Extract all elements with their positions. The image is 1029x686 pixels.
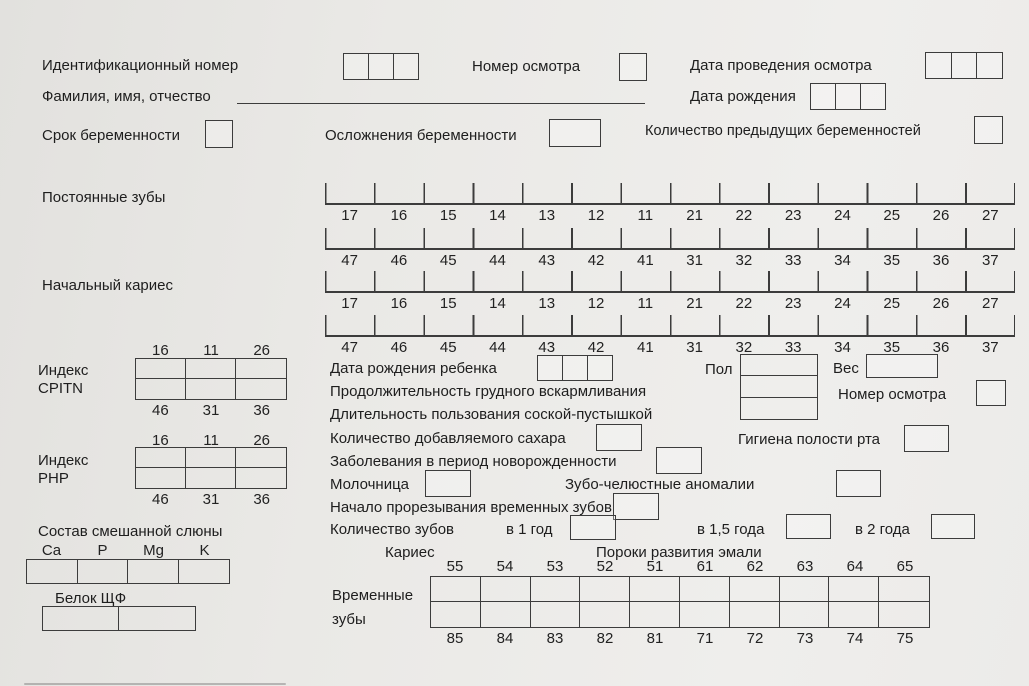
pregnancy-complications-label: Осложнения беременности xyxy=(325,127,517,144)
cpitn-grid xyxy=(135,358,287,400)
dental-anomalies-label: Зубо-челюстные аномалии xyxy=(565,476,755,493)
child-birth-date-cell[interactable] xyxy=(563,356,588,380)
permanent-teeth-label: Постоянные зубы xyxy=(42,189,166,206)
temp-tooth-cell[interactable] xyxy=(680,577,730,602)
temp-tooth-cell[interactable] xyxy=(630,602,680,627)
temp-tooth-cell[interactable] xyxy=(431,602,481,627)
cpitn-cell[interactable] xyxy=(186,359,236,379)
tooth-number: 46 xyxy=(151,491,169,508)
tooth-number: 22 xyxy=(735,295,753,312)
tooth-number: 16 xyxy=(390,295,408,312)
protein-cell[interactable] xyxy=(119,607,195,630)
child-birth-date-cell[interactable] xyxy=(588,356,612,380)
tooth-number: 15 xyxy=(439,207,457,224)
php-cell[interactable] xyxy=(186,448,236,468)
tooth-number: 74 xyxy=(846,630,864,647)
tooth-number: 64 xyxy=(846,558,864,575)
scan-edge-artifact xyxy=(24,683,286,685)
temp-tooth-cell[interactable] xyxy=(580,602,630,627)
birth-date-field[interactable] xyxy=(810,83,886,110)
breastfeeding-field[interactable] xyxy=(741,376,817,397)
tooth-number: 36 xyxy=(253,402,271,419)
tooth-number: 33 xyxy=(784,339,802,356)
tooth-number: 71 xyxy=(696,630,714,647)
teeth-count-1y-field[interactable] xyxy=(570,515,616,540)
breastfeeding-label: Продолжительность грудного вскармливания xyxy=(330,383,647,400)
tooth-number: 16 xyxy=(151,342,169,359)
tooth-number: 16 xyxy=(151,432,169,449)
exam-date-field[interactable] xyxy=(925,52,1003,79)
tooth-number: 72 xyxy=(746,630,764,647)
tooth-number: 52 xyxy=(596,558,614,575)
initial-caries-lower-grid[interactable] xyxy=(325,315,1015,337)
cpitn-bottom-numbers xyxy=(135,402,287,419)
cpitn-label-line2: CPITN xyxy=(38,380,83,397)
temporary-teeth-upper-numbers xyxy=(430,558,930,575)
tooth-number: 13 xyxy=(538,207,556,224)
birth-date-label: Дата рождения xyxy=(690,88,796,105)
tooth-number: 26 xyxy=(253,342,271,359)
tooth-number: 41 xyxy=(636,252,654,269)
tooth-number: 21 xyxy=(686,295,703,312)
pregnancy-term-label: Срок беременности xyxy=(42,127,181,144)
teeth-count-2y-field[interactable] xyxy=(931,514,975,539)
tooth-number: 65 xyxy=(896,558,914,575)
initial-caries-upper-numbers xyxy=(325,295,1015,312)
tooth-number: 31 xyxy=(686,339,703,356)
cpitn-cell[interactable] xyxy=(186,379,236,399)
tooth-number: 32 xyxy=(735,339,753,356)
php-bottom-numbers xyxy=(135,491,287,508)
php-cell[interactable] xyxy=(236,448,286,468)
php-cell[interactable] xyxy=(186,468,236,488)
php-grid xyxy=(135,447,287,489)
child-exam-number-label: Номер осмотра xyxy=(838,386,947,403)
protein-label: Белок ЩФ xyxy=(55,590,127,607)
id-number-cell[interactable] xyxy=(344,54,369,79)
exam-date-label: Дата проведения осмотра xyxy=(690,57,872,74)
tooth-number: 31 xyxy=(202,491,220,508)
pregnancy-term-field[interactable] xyxy=(205,120,233,148)
cpitn-label-line1: Индекс xyxy=(38,362,89,379)
tooth-number: 24 xyxy=(834,295,851,312)
sex-feeding-pacifier-stack xyxy=(740,354,818,420)
tooth-number: 82 xyxy=(596,630,614,647)
protein-cell[interactable] xyxy=(43,607,119,630)
temporary-teeth-grid xyxy=(430,576,930,628)
birth-date-cell[interactable] xyxy=(861,84,885,109)
temp-tooth-cell[interactable] xyxy=(829,577,879,602)
tooth-number: 47 xyxy=(341,339,358,356)
tooth-number: 12 xyxy=(587,295,605,312)
exam-date-cell[interactable] xyxy=(926,53,952,78)
tooth-number: 11 xyxy=(203,432,219,449)
tooth-number: 27 xyxy=(981,207,999,224)
cpitn-cell[interactable] xyxy=(236,359,286,379)
temporary-teeth-lower-numbers xyxy=(430,630,930,647)
tooth-number: 35 xyxy=(883,252,901,269)
tooth-number: 36 xyxy=(932,252,950,269)
tooth-number: 73 xyxy=(796,630,814,647)
tooth-number: 36 xyxy=(932,339,950,356)
newborn-diseases-label: Заболевания в период новорожденности xyxy=(330,453,617,470)
sex-label: Пол xyxy=(705,361,733,378)
saliva-component-label: Ca xyxy=(41,542,62,559)
id-number-label: Идентификационный номер xyxy=(42,57,239,74)
tooth-number: 55 xyxy=(446,558,464,575)
at-1-year-label: в 1 год xyxy=(506,521,553,538)
temp-tooth-cell[interactable] xyxy=(531,602,581,627)
tooth-number: 26 xyxy=(932,207,950,224)
tooth-number: 11 xyxy=(203,342,219,359)
birth-date-cell[interactable] xyxy=(811,84,836,109)
eruption-start-field[interactable] xyxy=(613,493,659,520)
tooth-number: 62 xyxy=(746,558,764,575)
tooth-number: 33 xyxy=(784,252,802,269)
protein-grid xyxy=(42,606,196,631)
php-label-line2: PHP xyxy=(38,470,69,487)
id-number-cell[interactable] xyxy=(394,54,418,79)
tooth-number: 47 xyxy=(341,252,358,269)
hygiene-label: Гигиена полости рта xyxy=(738,431,881,448)
saliva-component-label: P xyxy=(97,542,108,559)
tooth-number: 43 xyxy=(538,339,556,356)
cpitn-top-numbers xyxy=(135,342,287,359)
weight-field[interactable] xyxy=(866,354,938,378)
permanent-teeth-lower-numbers xyxy=(325,252,1015,269)
temp-tooth-cell[interactable] xyxy=(481,602,531,627)
tooth-number: 21 xyxy=(686,207,703,224)
tooth-number: 25 xyxy=(883,207,901,224)
tooth-number: 14 xyxy=(489,295,506,312)
cpitn-cell[interactable] xyxy=(136,359,186,379)
tooth-number: 41 xyxy=(636,339,654,356)
tooth-number: 17 xyxy=(341,207,358,224)
dental-anomalies-field[interactable] xyxy=(836,470,881,497)
tooth-number: 63 xyxy=(796,558,814,575)
exam-number-label: Номер осмотра xyxy=(472,58,581,75)
temp-tooth-cell[interactable] xyxy=(481,577,531,602)
tooth-number: 36 xyxy=(253,491,271,508)
id-number-cell[interactable] xyxy=(369,54,394,79)
sugar-field[interactable] xyxy=(596,424,642,451)
previous-pregnancies-field[interactable] xyxy=(974,116,1003,144)
tooth-number: 15 xyxy=(439,295,457,312)
temp-tooth-cell[interactable] xyxy=(630,577,680,602)
tooth-number: 23 xyxy=(784,295,802,312)
temp-tooth-cell[interactable] xyxy=(879,577,929,602)
temp-tooth-cell[interactable] xyxy=(680,602,730,627)
tooth-number: 46 xyxy=(390,339,408,356)
tooth-number: 61 xyxy=(696,558,714,575)
tooth-number: 11 xyxy=(637,295,654,312)
temp-tooth-cell[interactable] xyxy=(730,602,780,627)
tooth-number: 43 xyxy=(538,252,556,269)
tooth-number: 46 xyxy=(390,252,408,269)
at-1-5-years-label: в 1,5 года xyxy=(697,521,765,538)
exam-date-cell[interactable] xyxy=(977,53,1002,78)
tooth-number: 44 xyxy=(489,339,506,356)
tooth-number: 11 xyxy=(637,207,654,224)
pacifier-field[interactable] xyxy=(741,398,817,419)
teeth-count-1-5y-field[interactable] xyxy=(786,514,831,539)
permanent-teeth-lower-grid[interactable] xyxy=(325,228,1015,250)
tooth-number: 37 xyxy=(981,339,999,356)
saliva-cell[interactable] xyxy=(179,560,230,583)
tooth-number: 34 xyxy=(834,252,851,269)
saliva-component-label: Mg xyxy=(143,542,164,559)
temp-tooth-cell[interactable] xyxy=(531,577,581,602)
tooth-number: 54 xyxy=(496,558,514,575)
saliva-component-labels xyxy=(26,542,230,559)
tooth-number: 26 xyxy=(253,432,271,449)
initial-caries-upper-grid[interactable] xyxy=(325,271,1015,293)
tooth-number: 24 xyxy=(834,207,851,224)
initial-caries-label: Начальный кариес xyxy=(42,277,173,294)
tooth-number: 35 xyxy=(883,339,901,356)
temp-tooth-cell[interactable] xyxy=(431,577,481,602)
temporary-teeth-label-line2: зубы xyxy=(332,611,366,628)
temp-tooth-cell[interactable] xyxy=(829,602,879,627)
tooth-number: 13 xyxy=(538,295,556,312)
eruption-start-label: Начало прорезывания временных зубов xyxy=(330,499,612,516)
id-number-field[interactable] xyxy=(343,53,419,80)
tooth-number: 84 xyxy=(496,630,514,647)
child-birth-date-field[interactable] xyxy=(537,355,613,381)
weight-label: Вес xyxy=(833,360,859,377)
hygiene-field[interactable] xyxy=(904,425,949,452)
saliva-cell[interactable] xyxy=(78,560,129,583)
exam-date-cell[interactable] xyxy=(952,53,978,78)
temp-tooth-cell[interactable] xyxy=(879,602,929,627)
temp-tooth-cell[interactable] xyxy=(730,577,780,602)
sugar-label: Количество добавляемого сахара xyxy=(330,430,566,447)
newborn-diseases-field[interactable] xyxy=(656,447,702,474)
tooth-number: 32 xyxy=(735,252,753,269)
tooth-number: 53 xyxy=(546,558,564,575)
php-label-line1: Индекс xyxy=(38,452,89,469)
tooth-number: 81 xyxy=(646,630,664,647)
cpitn-cell[interactable] xyxy=(236,379,286,399)
tooth-number: 16 xyxy=(390,207,408,224)
tooth-number: 45 xyxy=(439,339,457,356)
permanent-teeth-upper-grid[interactable] xyxy=(325,183,1015,205)
tooth-number: 34 xyxy=(834,339,851,356)
tooth-number: 42 xyxy=(587,339,605,356)
tooth-number: 31 xyxy=(686,252,703,269)
enamel-defects-label: Пороки развития эмали xyxy=(596,544,762,561)
saliva-cell[interactable] xyxy=(128,560,179,583)
caries-label: Кариес xyxy=(385,544,435,561)
temp-tooth-cell[interactable] xyxy=(780,577,830,602)
temp-tooth-cell[interactable] xyxy=(780,602,830,627)
tooth-number: 22 xyxy=(735,207,753,224)
teeth-count-label: Количество зубов xyxy=(330,521,454,538)
thrush-label: Молочница xyxy=(330,476,410,493)
tooth-number: 44 xyxy=(489,252,506,269)
tooth-number: 46 xyxy=(151,402,169,419)
previous-pregnancies-label: Количество предыдущих беременностей xyxy=(645,123,921,139)
tooth-number: 83 xyxy=(546,630,564,647)
tooth-number: 31 xyxy=(202,402,220,419)
tooth-number: 12 xyxy=(587,207,605,224)
php-cell[interactable] xyxy=(136,448,186,468)
pregnancy-complications-field[interactable] xyxy=(549,119,601,147)
saliva-cell[interactable] xyxy=(27,560,78,583)
exam-number-field[interactable] xyxy=(619,53,647,81)
birth-date-cell[interactable] xyxy=(836,84,861,109)
tooth-number: 51 xyxy=(646,558,664,575)
temporary-teeth-label-line1: Временные xyxy=(332,587,414,604)
tooth-number: 26 xyxy=(932,295,950,312)
tooth-number: 23 xyxy=(784,207,802,224)
tooth-number: 37 xyxy=(981,252,999,269)
pacifier-label: Длительность пользования соской-пустышкой xyxy=(330,406,653,423)
tooth-number: 42 xyxy=(587,252,605,269)
child-birth-date-cell[interactable] xyxy=(538,356,563,380)
fio-line[interactable] xyxy=(237,88,645,104)
thrush-field[interactable] xyxy=(425,470,471,497)
at-2-years-label: в 2 года xyxy=(855,521,910,538)
tooth-number: 25 xyxy=(883,295,901,312)
php-cell[interactable] xyxy=(236,468,286,488)
tooth-number: 75 xyxy=(896,630,914,647)
tooth-number: 85 xyxy=(446,630,464,647)
child-birth-date-label: Дата рождения ребенка xyxy=(330,360,497,377)
tooth-number: 27 xyxy=(981,295,999,312)
tooth-number: 45 xyxy=(439,252,457,269)
saliva-component-label: K xyxy=(199,542,210,559)
tooth-number: 14 xyxy=(489,207,506,224)
child-exam-number-field[interactable] xyxy=(976,380,1006,406)
cpitn-cell[interactable] xyxy=(136,379,186,399)
fio-label: Фамилия, имя, отчество xyxy=(42,88,211,105)
tooth-number: 17 xyxy=(341,295,358,312)
sex-field[interactable] xyxy=(741,355,817,376)
php-cell[interactable] xyxy=(136,468,186,488)
permanent-teeth-upper-numbers xyxy=(325,207,1015,224)
saliva-title: Состав смешанной слюны xyxy=(38,523,223,540)
saliva-grid xyxy=(26,559,230,584)
temp-tooth-cell[interactable] xyxy=(580,577,630,602)
